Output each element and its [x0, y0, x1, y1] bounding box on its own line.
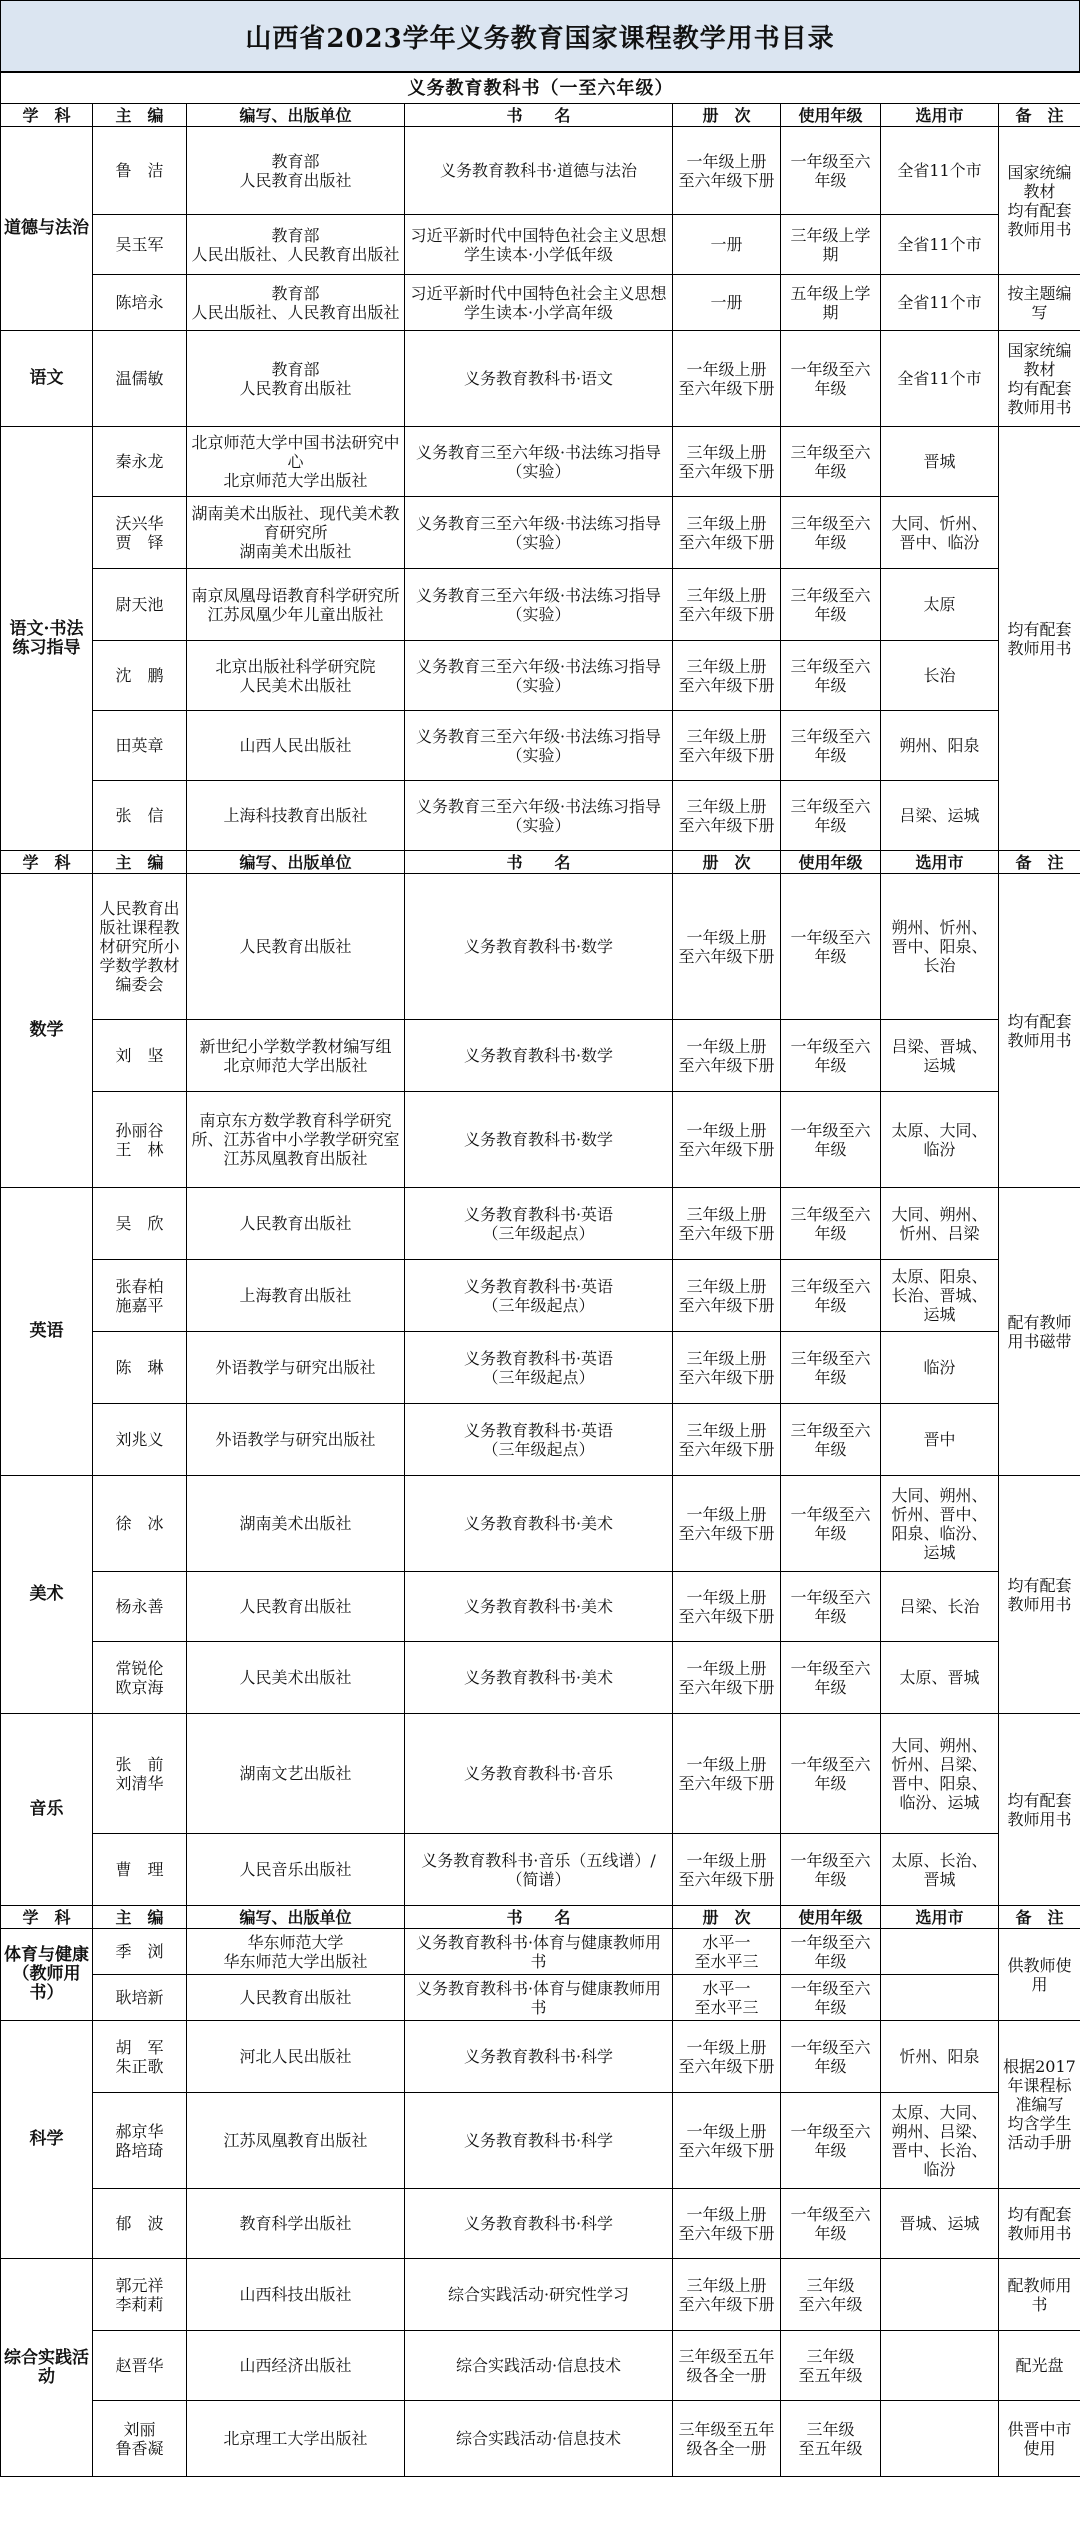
table-cell: 人民音乐出版社	[187, 1834, 405, 1906]
table-cell: 教育部 人民教育出版社	[187, 331, 405, 427]
table-cell: 外语教学与研究出版社	[187, 1332, 405, 1404]
table-cell: 长治	[881, 641, 999, 711]
table-row	[1, 1476, 1080, 1572]
column-header-book-title: 书 名	[405, 851, 673, 874]
textbook-catalog-table	[0, 72, 1080, 2477]
table-cell: 义务教育教科书·科学	[405, 2021, 673, 2093]
table-cell: 义务教育三至六年级·书法练习指导（实验）	[405, 569, 673, 641]
subject-cell: 道德与法治	[1, 127, 93, 331]
table-cell: 三年级至六年级	[781, 569, 881, 641]
table-cell: 三年级至六年级	[781, 1260, 881, 1332]
table-cell: 国家统编教材 均有配套教师用书	[999, 127, 1080, 275]
column-header-city: 选用市	[881, 1906, 999, 1929]
table-cell: 三年级上册 至六年级下册	[673, 641, 781, 711]
table-cell: 湖南美术出版社	[187, 1476, 405, 1572]
table-cell: 沈 鹏	[93, 641, 187, 711]
table-cell: 新世纪小学数学教材编写组 北京师范大学出版社	[187, 1020, 405, 1092]
table-cell: 根据2017年课程标准编写 均含学生活动手册	[999, 2021, 1080, 2189]
table-cell: 吕梁、晋城、运城	[881, 1020, 999, 1092]
table-cell: 水平一 至水平三	[673, 1975, 781, 2021]
table-row	[1, 1020, 1080, 1092]
table-cell: 三年级至六年级	[781, 781, 881, 851]
table-cell: 鲁 洁	[93, 127, 187, 215]
table-cell: 全省11个市	[881, 215, 999, 275]
table-cell: 一年级至六年级	[781, 1572, 881, 1642]
table-row	[1, 1572, 1080, 1642]
table-cell: 北京师范大学中国书法研究中心 北京师范大学出版社	[187, 427, 405, 497]
table-cell: 水平一 至水平三	[673, 1929, 781, 1975]
table-cell: 秦永龙	[93, 427, 187, 497]
table-cell: 人民教育出版社	[187, 874, 405, 1020]
table-cell: 一年级至六年级	[781, 331, 881, 427]
table-cell: 大同、朔州、忻州、吕梁、晋中、阳泉、临汾、运城	[881, 1714, 999, 1834]
table-cell: 陈培永	[93, 275, 187, 331]
section-title-row	[1, 73, 1080, 104]
table-cell: 教育部 人民教育出版社	[187, 127, 405, 215]
table-row	[1, 2021, 1080, 2093]
table-cell: 国家统编教材 均有配套教师用书	[999, 331, 1080, 427]
table-row	[1, 1714, 1080, 1834]
table-cell: 孙丽谷 王 林	[93, 1092, 187, 1188]
table-cell: 温儒敏	[93, 331, 187, 427]
table-cell: 教育部 人民出版社、人民教育出版社	[187, 215, 405, 275]
table-row	[1, 497, 1080, 569]
table-cell: 赵晋华	[93, 2331, 187, 2401]
table-row	[1, 2259, 1080, 2331]
table-cell: 按主题编写	[999, 275, 1080, 331]
table-cell: 一年级至六年级	[781, 1975, 881, 2021]
table-cell: 张 前 刘清华	[93, 1714, 187, 1834]
table-cell: 义务教育教科书·体育与健康教师用书	[405, 1975, 673, 2021]
table-cell: 人民教育出版社课程教材研究所小学数学教材编委会	[93, 874, 187, 1020]
table-cell: 三年级上册 至六年级下册	[673, 427, 781, 497]
table-cell: 习近平新时代中国特色社会主义思想学生读本·小学低年级	[405, 215, 673, 275]
subject-cell: 体育与健康（教师用书）	[1, 1929, 93, 2021]
table-cell: 义务教育教科书·音乐	[405, 1714, 673, 1834]
table-cell: 太原、晋城	[881, 1642, 999, 1714]
table-row	[1, 569, 1080, 641]
table-cell: 全省11个市	[881, 127, 999, 215]
table-cell: 三年级至六年级	[781, 497, 881, 569]
table-cell: 三年级至六年级	[781, 1404, 881, 1476]
table-cell: 人民教育出版社	[187, 1975, 405, 2021]
table-cell: 一年级上册 至六年级下册	[673, 2021, 781, 2093]
table-cell: 吴 欣	[93, 1188, 187, 1260]
subject-cell: 音乐	[1, 1714, 93, 1906]
table-cell: 南京凤凰母语教育科学研究所 江苏凤凰少年儿童出版社	[187, 569, 405, 641]
table-cell: 胡 军 朱正歌	[93, 2021, 187, 2093]
table-cell: 南京东方数学教育科学研究所、江苏省中小学教学研究室 江苏凤凰教育出版社	[187, 1092, 405, 1188]
table-cell: 尉天池	[93, 569, 187, 641]
column-header-book-title: 书 名	[405, 1906, 673, 1929]
table-cell: 义务教育教科书·美术	[405, 1642, 673, 1714]
table-cell: 三年级至五年级各全一册	[673, 2401, 781, 2477]
table-cell: 三年级至六年级	[781, 427, 881, 497]
table-cell: 大同、朔州、忻州、晋中、阳泉、临汾、运城	[881, 1476, 999, 1572]
table-cell	[881, 1929, 999, 1975]
table-cell: 供教师使用	[999, 1929, 1080, 2021]
table-cell: 吴玉军	[93, 215, 187, 275]
table-cell: 季 浏	[93, 1929, 187, 1975]
subject-cell: 语文·书法练习指导	[1, 427, 93, 851]
table-row	[1, 1834, 1080, 1906]
table-cell: 上海科技教育出版社	[187, 781, 405, 851]
table-row	[1, 427, 1080, 497]
column-header-city: 选用市	[881, 104, 999, 127]
table-cell: 三年级至六年级	[781, 1332, 881, 1404]
table-cell: 人民教育出版社	[187, 1188, 405, 1260]
table-cell: 义务教育教科书·科学	[405, 2093, 673, 2189]
table-cell: 山西人民出版社	[187, 711, 405, 781]
table-cell: 江苏凤凰教育出版社	[187, 2093, 405, 2189]
table-cell: 一年级至六年级	[781, 1020, 881, 1092]
table-cell: 一年级至六年级	[781, 2021, 881, 2093]
table-row	[1, 215, 1080, 275]
table-cell: 外语教学与研究出版社	[187, 1404, 405, 1476]
column-header-volume: 册 次	[673, 104, 781, 127]
table-cell	[881, 2331, 999, 2401]
table-cell: 配光盘	[999, 2331, 1080, 2401]
table-cell: 三年级上册 至六年级下册	[673, 711, 781, 781]
table-cell: 三年级上册 至六年级下册	[673, 497, 781, 569]
table-row	[1, 2331, 1080, 2401]
column-header-city: 选用市	[881, 851, 999, 874]
table-cell: 三年级至六年级	[781, 711, 881, 781]
table-cell: 三年级上册 至六年级下册	[673, 2259, 781, 2331]
table-cell: 晋中	[881, 1404, 999, 1476]
table-cell: 义务教育教科书·科学	[405, 2189, 673, 2259]
table-cell: 常锐伦 欧京海	[93, 1642, 187, 1714]
column-header-grade: 使用年级	[781, 1906, 881, 1929]
table-cell: 人民美术出版社	[187, 1642, 405, 1714]
table-cell: 综合实践活动·信息技术	[405, 2401, 673, 2477]
table-cell: 义务教育教科书·语文	[405, 331, 673, 427]
table-cell: 均有配套教师用书	[999, 2189, 1080, 2259]
table-cell: 配有教师用书磁带	[999, 1188, 1080, 1476]
table-cell: 一年级至六年级	[781, 1834, 881, 1906]
table-cell: 华东师范大学 华东师范大学出版社	[187, 1929, 405, 1975]
table-cell: 一年级至六年级	[781, 2093, 881, 2189]
table-cell: 义务教育教科书·道德与法治	[405, 127, 673, 215]
subject-cell: 语文	[1, 331, 93, 427]
table-cell: 刘丽 鲁香凝	[93, 2401, 187, 2477]
table-cell: 一年级上册 至六年级下册	[673, 1572, 781, 1642]
table-cell: 教育部 人民出版社、人民教育出版社	[187, 275, 405, 331]
table-row	[1, 275, 1080, 331]
column-header-note: 备 注	[999, 1906, 1080, 1929]
table-cell: 均有配套教师用书	[999, 427, 1080, 851]
table-cell: 习近平新时代中国特色社会主义思想学生读本·小学高年级	[405, 275, 673, 331]
table-cell: 大同、朔州、忻州、吕梁	[881, 1188, 999, 1260]
table-cell: 田英章	[93, 711, 187, 781]
table-row	[1, 1404, 1080, 1476]
table-cell: 一册	[673, 275, 781, 331]
table-cell: 三年级 至五年级	[781, 2401, 881, 2477]
table-cell: 湖南文艺出版社	[187, 1714, 405, 1834]
table-cell: 一年级至六年级	[781, 1714, 881, 1834]
table-cell: 曹 理	[93, 1834, 187, 1906]
table-cell: 大同、忻州、晋中、临汾	[881, 497, 999, 569]
table-cell: 一年级上册 至六年级下册	[673, 1642, 781, 1714]
table-cell: 临汾	[881, 1332, 999, 1404]
table-cell: 三年级至六年级	[781, 641, 881, 711]
column-header-volume: 册 次	[673, 851, 781, 874]
column-header-book-title: 书 名	[405, 104, 673, 127]
table-cell: 三年级 至五年级	[781, 2331, 881, 2401]
table-cell: 一年级上册 至六年级下册	[673, 1476, 781, 1572]
subject-cell: 美术	[1, 1476, 93, 1714]
table-cell: 朔州、忻州、晋中、阳泉、长治	[881, 874, 999, 1020]
table-cell	[881, 1975, 999, 2021]
column-header-row	[1, 1906, 1080, 1929]
table-cell: 一年级上册 至六年级下册	[673, 874, 781, 1020]
table-cell: 三年级上学期	[781, 215, 881, 275]
subject-cell: 英语	[1, 1188, 93, 1476]
table-cell: 义务教育教科书·英语 （三年级起点）	[405, 1404, 673, 1476]
table-cell: 一年级上册 至六年级下册	[673, 1714, 781, 1834]
table-cell: 一年级上册 至六年级下册	[673, 1092, 781, 1188]
table-cell: 陈 琳	[93, 1332, 187, 1404]
table-cell: 杨永善	[93, 1572, 187, 1642]
column-header-grade: 使用年级	[781, 851, 881, 874]
table-row	[1, 1188, 1080, 1260]
column-header-note: 备 注	[999, 851, 1080, 874]
table-cell: 综合实践活动·信息技术	[405, 2331, 673, 2401]
table-cell: 一年级至六年级	[781, 1092, 881, 1188]
table-cell: 一年级上册 至六年级下册	[673, 2093, 781, 2189]
table-cell: 一年级至六年级	[781, 2189, 881, 2259]
table-cell: 均有配套教师用书	[999, 1476, 1080, 1714]
table-cell: 刘兆义	[93, 1404, 187, 1476]
table-cell: 配教师用书	[999, 2259, 1080, 2331]
column-header-editor: 主 编	[93, 851, 187, 874]
table-cell: 徐 冰	[93, 1476, 187, 1572]
table-cell: 郁 波	[93, 2189, 187, 2259]
table-cell: 晋城	[881, 427, 999, 497]
table-cell: 一册	[673, 215, 781, 275]
table-cell: 义务教育三至六年级·书法练习指导（实验）	[405, 497, 673, 569]
table-cell: 综合实践活动·研究性学习	[405, 2259, 673, 2331]
table-cell: 一年级至六年级	[781, 1476, 881, 1572]
table-cell: 五年级上学期	[781, 275, 881, 331]
table-cell: 吕梁、运城	[881, 781, 999, 851]
table-cell: 耿培新	[93, 1975, 187, 2021]
table-cell: 义务教育三至六年级·书法练习指导（实验）	[405, 641, 673, 711]
table-cell: 张 信	[93, 781, 187, 851]
table-cell: 供晋中市使用	[999, 2401, 1080, 2477]
table-cell: 三年级上册 至六年级下册	[673, 781, 781, 851]
table-cell: 太原、大同、朔州、吕梁、晋中、长治、临汾	[881, 2093, 999, 2189]
table-cell: 北京出版社科学研究院 人民美术出版社	[187, 641, 405, 711]
table-cell: 三年级上册 至六年级下册	[673, 1188, 781, 1260]
column-header-row	[1, 851, 1080, 874]
table-row	[1, 711, 1080, 781]
table-cell: 一年级至六年级	[781, 1929, 881, 1975]
table-cell: 三年级至六年级	[781, 1188, 881, 1260]
table-cell: 三年级至五年级各全一册	[673, 2331, 781, 2401]
column-header-grade: 使用年级	[781, 104, 881, 127]
subject-cell: 综合实践活动	[1, 2259, 93, 2477]
table-cell: 张春柏 施嘉平	[93, 1260, 187, 1332]
table-cell	[881, 2259, 999, 2331]
table-cell: 一年级上册 至六年级下册	[673, 1020, 781, 1092]
table-cell: 均有配套教师用书	[999, 874, 1080, 1188]
table-cell: 一年级上册 至六年级下册	[673, 331, 781, 427]
table-cell: 义务教育三至六年级·书法练习指导（实验）	[405, 711, 673, 781]
table-row	[1, 127, 1080, 215]
table-row	[1, 641, 1080, 711]
table-cell: 义务教育教科书·数学	[405, 1020, 673, 1092]
table-cell: 三年级上册 至六年级下册	[673, 569, 781, 641]
table-cell: 义务教育三至六年级·书法练习指导（实验）	[405, 427, 673, 497]
table-cell: 全省11个市	[881, 275, 999, 331]
table-cell: 河北人民出版社	[187, 2021, 405, 2093]
table-row	[1, 1260, 1080, 1332]
table-row	[1, 2189, 1080, 2259]
table-cell: 一年级至六年级	[781, 1642, 881, 1714]
table-cell: 山西科技出版社	[187, 2259, 405, 2331]
document-title: 山西省2023学年义务教育国家课程教学用书目录	[0, 0, 1080, 72]
table-cell: 湖南美术出版社、现代美术教育研究所 湖南美术出版社	[187, 497, 405, 569]
column-header-note: 备 注	[999, 104, 1080, 127]
table-cell: 晋城、运城	[881, 2189, 999, 2259]
column-header-row	[1, 104, 1080, 127]
table-cell: 义务教育教科书·英语 （三年级起点）	[405, 1188, 673, 1260]
table-cell: 三年级上册 至六年级下册	[673, 1404, 781, 1476]
table-cell	[881, 2401, 999, 2477]
table-cell: 郭元祥 李莉莉	[93, 2259, 187, 2331]
table-cell: 一年级至六年级	[781, 874, 881, 1020]
table-row	[1, 1642, 1080, 1714]
table-row	[1, 2401, 1080, 2477]
table-cell: 三年级上册 至六年级下册	[673, 1332, 781, 1404]
column-header-volume: 册 次	[673, 1906, 781, 1929]
subject-cell: 数学	[1, 874, 93, 1188]
table-row	[1, 874, 1080, 1020]
table-cell: 义务教育教科书·数学	[405, 1092, 673, 1188]
table-cell: 沃兴华 贾 铎	[93, 497, 187, 569]
column-header-subject: 学 科	[1, 104, 93, 127]
table-cell: 义务教育三至六年级·书法练习指导（实验）	[405, 781, 673, 851]
table-cell: 义务教育教科书·英语 （三年级起点）	[405, 1260, 673, 1332]
table-cell: 北京理工大学出版社	[187, 2401, 405, 2477]
column-header-editor: 主 编	[93, 1906, 187, 1929]
table-cell: 义务教育教科书·音乐（五线谱）/（简谱）	[405, 1834, 673, 1906]
table-cell: 一年级上册 至六年级下册	[673, 127, 781, 215]
column-header-publisher: 编写、出版单位	[187, 851, 405, 874]
table-row	[1, 1092, 1080, 1188]
table-row	[1, 1929, 1080, 1975]
table-cell: 义务教育教科书·美术	[405, 1476, 673, 1572]
table-row	[1, 1332, 1080, 1404]
table-cell: 吕梁、长治	[881, 1572, 999, 1642]
table-row	[1, 2093, 1080, 2189]
table-cell: 三年级 至六年级	[781, 2259, 881, 2331]
column-header-subject: 学 科	[1, 851, 93, 874]
table-cell: 义务教育教科书·体育与健康教师用书	[405, 1929, 673, 1975]
table-row	[1, 781, 1080, 851]
column-header-editor: 主 编	[93, 104, 187, 127]
subject-cell: 科学	[1, 2021, 93, 2259]
table-cell: 一年级至六年级	[781, 127, 881, 215]
column-header-publisher: 编写、出版单位	[187, 1906, 405, 1929]
table-cell: 义务教育教科书·美术	[405, 1572, 673, 1642]
table-row	[1, 1975, 1080, 2021]
table-cell: 一年级上册 至六年级下册	[673, 1834, 781, 1906]
table-cell: 山西经济出版社	[187, 2331, 405, 2401]
table-cell: 太原、长治、晋城	[881, 1834, 999, 1906]
table-cell: 教育科学出版社	[187, 2189, 405, 2259]
column-header-publisher: 编写、出版单位	[187, 104, 405, 127]
table-cell: 上海教育出版社	[187, 1260, 405, 1332]
table-cell: 忻州、阳泉	[881, 2021, 999, 2093]
table-cell: 三年级上册 至六年级下册	[673, 1260, 781, 1332]
table-row	[1, 331, 1080, 427]
table-cell: 太原、阳泉、长治、晋城、运城	[881, 1260, 999, 1332]
table-cell: 义务教育教科书·数学	[405, 874, 673, 1020]
table-cell: 太原、大同、临汾	[881, 1092, 999, 1188]
table-cell: 一年级上册 至六年级下册	[673, 2189, 781, 2259]
section-title: 义务教育教科书（一至六年级）	[1, 73, 1080, 104]
table-cell: 均有配套教师用书	[999, 1714, 1080, 1906]
table-cell: 郝京华 路培琦	[93, 2093, 187, 2189]
table-cell: 太原	[881, 569, 999, 641]
table-cell: 刘 坚	[93, 1020, 187, 1092]
column-header-subject: 学 科	[1, 1906, 93, 1929]
table-cell: 全省11个市	[881, 331, 999, 427]
table-cell: 朔州、阳泉	[881, 711, 999, 781]
table-cell: 人民教育出版社	[187, 1572, 405, 1642]
table-cell: 义务教育教科书·英语 （三年级起点）	[405, 1332, 673, 1404]
